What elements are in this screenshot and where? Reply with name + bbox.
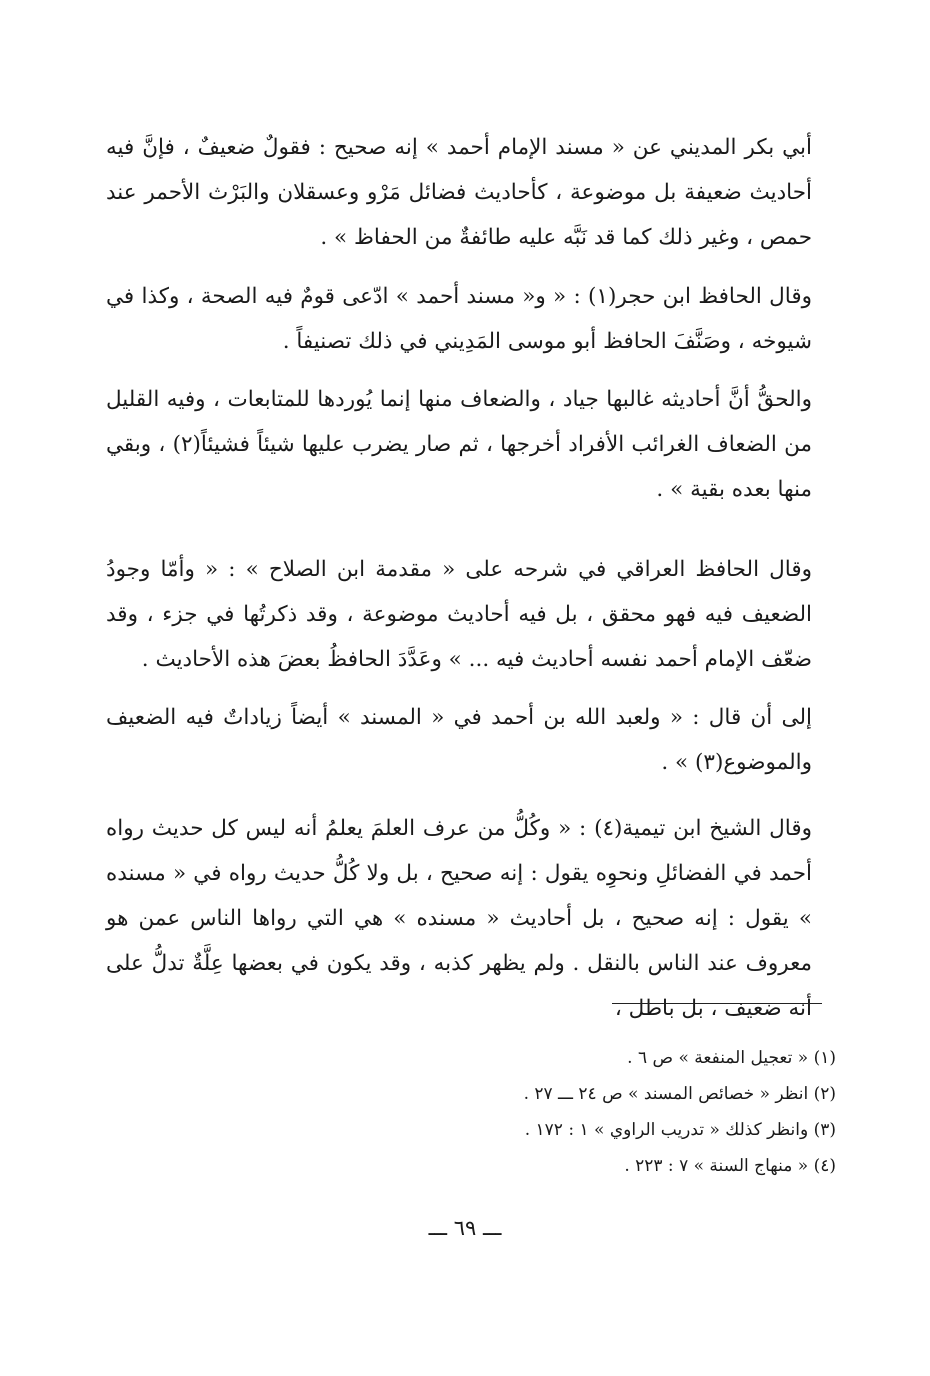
footnote-2: (٢) انظر « خصائص المسند » ص ٢٤ ـــ ٢٧ .: [523, 1084, 836, 1104]
paragraph-3: والحقُّ أنَّ أحاديثه غالبها جياد ، والضعاف منها إنما يُوردها للمتابعات ، وفيه القليل من الضعاف الغرائب الأفراد أخرجها ، ثم صار يضرب عليها شيئاً فشيئاً(٢) ، وبقي منها بعده بقية » .: [106, 387, 812, 502]
paragraph-5: إلى أن قال : « ولعبد الله بن أحمد في « المسند » أيضاً زياداتٌ فيه الضعيف والموضوع(٣) » .: [106, 705, 812, 775]
paragraph-4: وقال الحافظ العراقي في شرحه على « مقدمة ابن الصلاح » : « وأمّا وجودُ الضعيف فيه فهو محقق ، بل فيه أحاديث موضوعة ، وقد ذكرتُها في جزء ، وقد ضعّف الإمام أحمد نفسه أحاديث فيه ... » وعَدَّدَ الحافظُ بعضَ هذه الأحاديث .: [106, 557, 812, 672]
footnote-4: (٤) « منهاج السنة » ٧ : ٢٢٣ .: [624, 1156, 836, 1176]
paragraph-1: أبي بكر المديني عن « مسند الإمام أحمد » إنه صحيح : فقولٌ ضعيفٌ ، فإنَّ فيه أحاديث ضعيفة بل موضوعة ، كأحاديث فضائل مَرْو وعسقلان والبَرْث الأحمر عند حمص ، وغير ذلك كما قد نَبَّه عليه طائفةٌ من الحفاظ » .: [106, 135, 812, 250]
footnote-1: (١) « تعجيل المنفعة » ص ٦ .: [627, 1048, 836, 1068]
paragraph-6: وقال الشيخ ابن تيمية(٤) : « وكُلُّ من عرف العلمَ يعلمُ أنه ليس كل حديث رواه أحمد في الفضائلِ ونحوِه يقول : إنه صحيح ، بل ولا كُلُّ حديث رواه في « مسنده » يقول : إنه صحيح ، بل أحاديث « مسنده » هي التي رواها الناس عمن هو معروف عند الناس بالنقل . ولم يظهر كذبه ، وقد يكون في بعضها عِلَّةٌ تدلُّ على أنه ضعيف ، بل باطل ،: [106, 816, 812, 1021]
page-number: ـــ ٦٩ ـــ: [428, 1216, 502, 1240]
footnote-3: (٣) وانظر كذلك « تدريب الراوي » ١ : ١٧٢ .: [524, 1120, 836, 1140]
paragraph-2: وقال الحافظ ابن حجر(١) : « و« مسند أحمد » ادّعى قومٌ فيه الصحة ، وكذا في شيوخه ، وصَنَّفَ الحافظ أبو موسى المَدِيني في ذلك تصنيفاً .: [106, 284, 812, 354]
footnotes: [106, 1040, 836, 1184]
footnote-separator: [612, 1003, 822, 1004]
